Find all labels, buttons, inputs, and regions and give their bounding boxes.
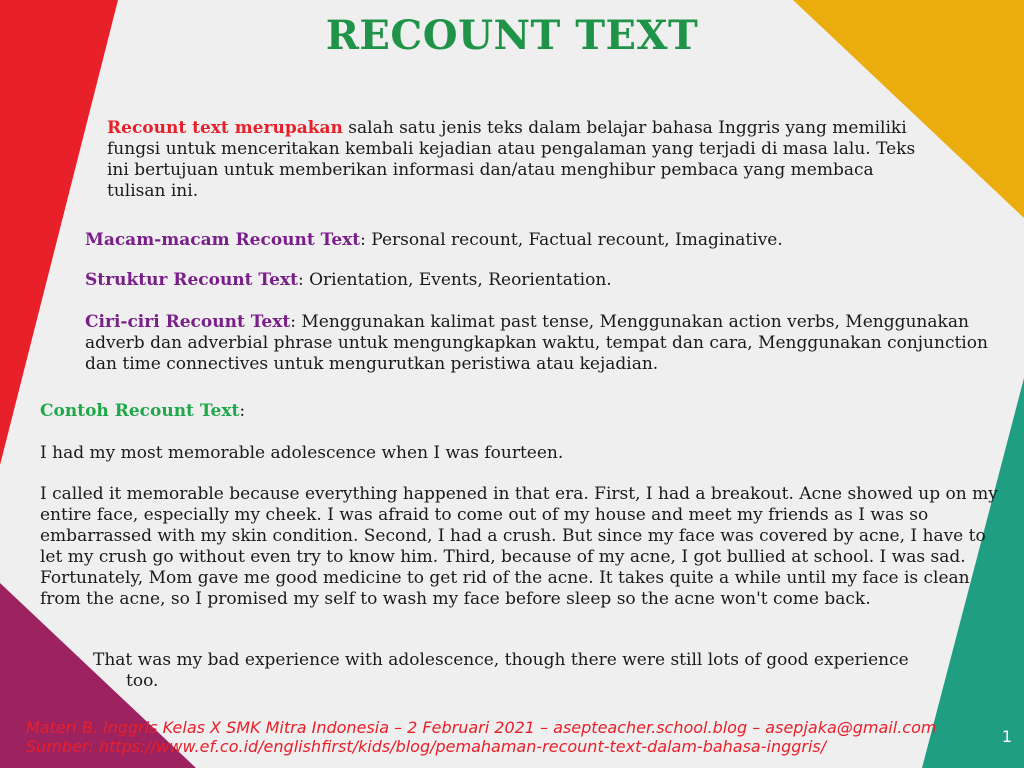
example-orientation: I had my most memorable adolescence when I was fourteen. (40, 443, 564, 463)
types-label: Macam-macam Recount Text (85, 230, 361, 250)
footer-line-2: Sumber: https://www.ef.co.id/englishfirst/kids/blog/pemahaman-recount-text-dalam-bahasa-inggris/ (26, 737, 827, 756)
features-paragraph (85, 312, 995, 375)
example-reorientation: That was my bad experience with adolescence, though there were still lots of good experience too. (93, 650, 909, 691)
structure-text: : Orientation, Events, Reorientation. (297, 270, 612, 290)
structure-label: Struktur Recount Text (85, 270, 298, 290)
definition-text: salah satu jenis teks dalam belajar bahasa Inggris yang memiliki fungsi untuk menceritakan kembali kejadian atau pengalaman yang terjadi di masa lalu. Teks ini bertujuan untuk memberikan informasi dan/atau menghibur pembaca yang membaca tulisan ini. (107, 118, 916, 201)
definition-paragraph (107, 118, 917, 202)
features-text: : Menggunakan kalimat past tense, Menggunakan action verbs, Menggunakan adverb dan adverbial phrase untuk mengungkapkan waktu, tempat dan cara, Menggunakan conjunction dan time connectives untuk mengurutkan peristiwa atau kejadian. (85, 312, 988, 374)
footer-credits (26, 718, 936, 756)
structure-paragraph (85, 270, 985, 291)
example-heading (40, 401, 940, 422)
page-number: 1 (1001, 727, 1012, 746)
example-label: Contoh Recount Text (40, 401, 240, 421)
types-paragraph (85, 230, 985, 251)
page-title: RECOUNT TEXT (325, 12, 699, 59)
features-label: Ciri-ciri Recount Text (85, 312, 291, 332)
example-events: I called it memorable because everything happened in that era. First, I had a breakout. Acne showed up on my entire face, especially my cheek. I was afraid to come out of my house and meet my friends as I was so embarrassed with my skin condition. Second, I had a crush. But since my face was covered by acne, I have to let my crush go without even try to know him. Third, because of my acne, I got bullied at school. I was sad. Fortunately, Mom gave me good medicine to get rid of the acne. It takes quite a while until my face is clean from the acne, so I promised my self to wash my face before sleep so the acne won't come back. (40, 484, 998, 609)
example-colon: : (239, 401, 246, 421)
definition-lead: Recount text merupakan (107, 118, 343, 138)
types-text: : Personal recount, Factual recount, Imaginative. (360, 230, 783, 250)
footer-line-1: Materi B. Inggris Kelas X SMK Mitra Indonesia – 2 Februari 2021 – asepteacher.school.blog – asepjaka@gmail.com (26, 718, 937, 737)
